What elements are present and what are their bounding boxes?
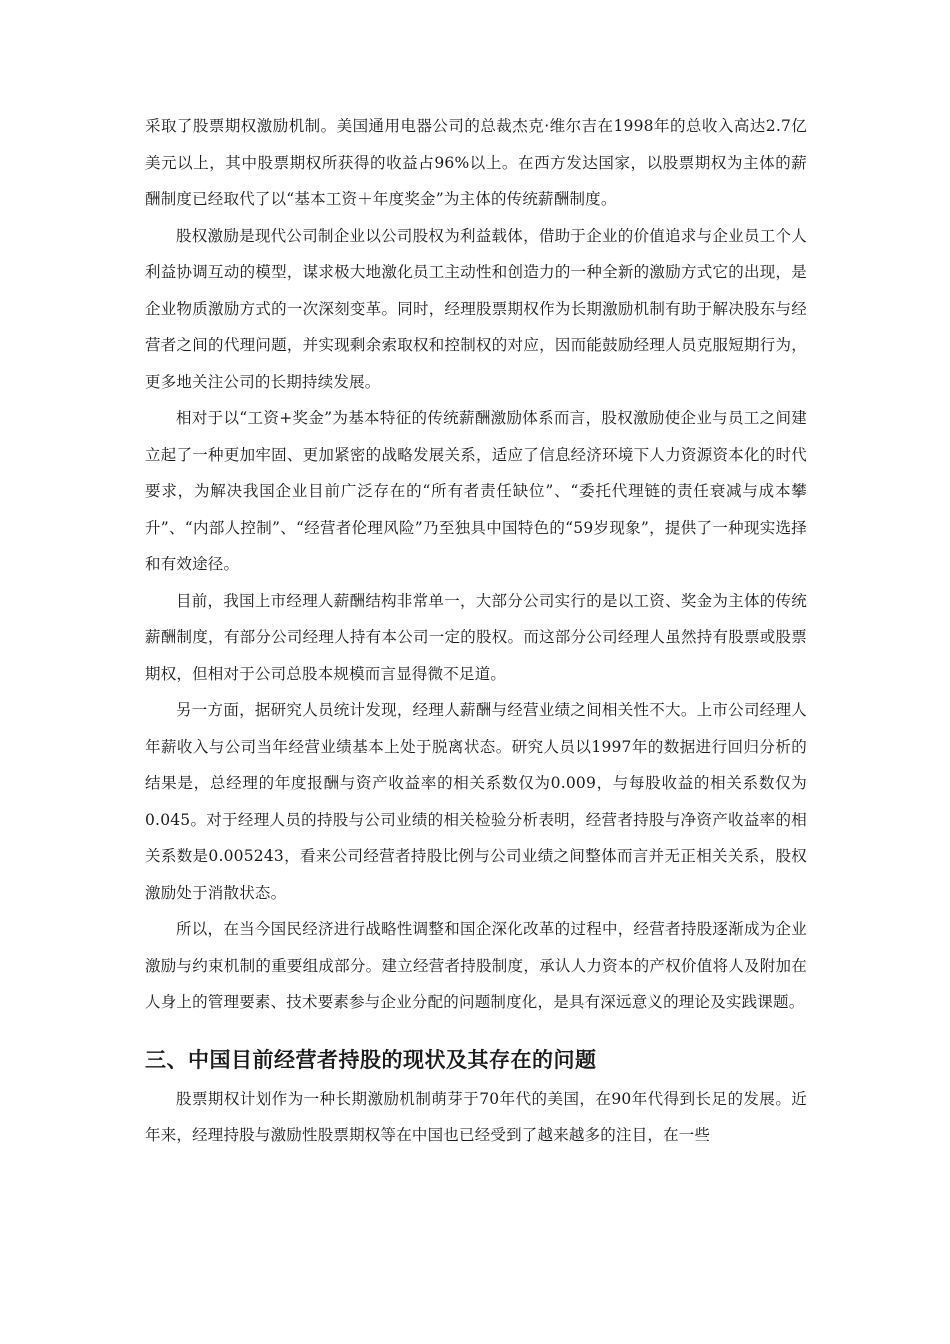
paragraph-stock-option-intro: 采取了股票期权激励机制。美国通用电器公司的总裁杰克·维尔吉在1998年的总收入高达2.7亿美元以上，其中股票期权所获得的收益占96%以上。在西方发达国家，以股票期权为主体的薪酬制度已经取代了以“基本工资＋年度奖金”为主体的传统薪酬制度。 [145, 117, 807, 208]
document-page [145, 108, 807, 1154]
section-heading: 三、中国目前经营者持股的现状及其存在的问题 [145, 1047, 597, 1072]
paragraph-pay-performance-correlation: 另一方面，据研究人员统计发现，经理人薪酬与经营业绩之间相关性不大。上市公司经理人年薪收入与公司当年经营业绩基本上处于脱离状态。研究人员以1997年的数据进行回归分析的结果是，总经理的年度报酬与资产收益率的相关系数仅为0.009，与每股收益的相关系数仅为0.045。对于经理人员的持股与公司业绩的相关检验分析表明，经营者持股与净资产收益率的相关系数是0.005243，看来公司经营者持股比例与公司业绩之间整体而言并无正相关关系，股权激励处于消散状态。 [145, 701, 807, 902]
paragraph-conclusion: 所以，在当今国民经济进行战略性调整和国企深化改革的过程中，经营者持股逐渐成为企业激励与约束机制的重要组成部分。建立经营者持股制度，承认人力资本的产权价值将人及附加在人身上的管理要素、技术要素参与企业分配的问题制度化，是具有深远意义的理论及实践课题。 [145, 920, 807, 1011]
paragraph-equity-vs-traditional-pay: 相对于以“工资+奖金”为基本特征的传统薪酬激励体系而言，股权激励使企业与员工之间建立起了一种更加牢固、更加紧密的战略发展关系，适应了信息经济环境下人力资源资本化的时代要求，为解决我国企业目前广泛存在的“所有者责任缺位”、“委托代理链的责任衰减与成本攀升”、“内部人控制”、“经营者伦理风险”乃至独具中国特色的“59岁现象”，提供了一种现实选择和有效途径。 [145, 409, 807, 573]
paragraph-current-pay-structure: 目前，我国上市经理人薪酬结构非常单一，大部分公司实行的是以工资、奖金为主体的传统薪酬制度，有部分公司经理人持有本公司一定的股权。而这部分公司经理人虽然持有股票或股票期权，但相对于公司总股本规模而言显得微不足道。 [145, 591, 807, 683]
paragraph-equity-incentive-definition: 股权激励是现代公司制企业以公司股权为利益载体，借助于企业的价值追求与企业员工个人利益协调互动的模型，谋求极大地激化员工主动性和创造力的一种全新的激励方式它的出现，是企业物质激励方式的一次深刻变革。同时，经理股票期权作为长期激励机制有助于解决股东与经营者之间的代理问题，并实现剩余索取权和控制权的对应，因而能鼓励经理人员克服短期行为，更多地关注公司的长期持续发展。 [145, 226, 807, 391]
paragraph-stock-option-plan-history: 股票期权计划作为一种长期激励机制萌芽于70年代的美国，在90年代得到长足的发展。近年来，经理持股与激励性股票期权等在中国也已经受到了越来越多的注目，在一些 [145, 1089, 807, 1144]
